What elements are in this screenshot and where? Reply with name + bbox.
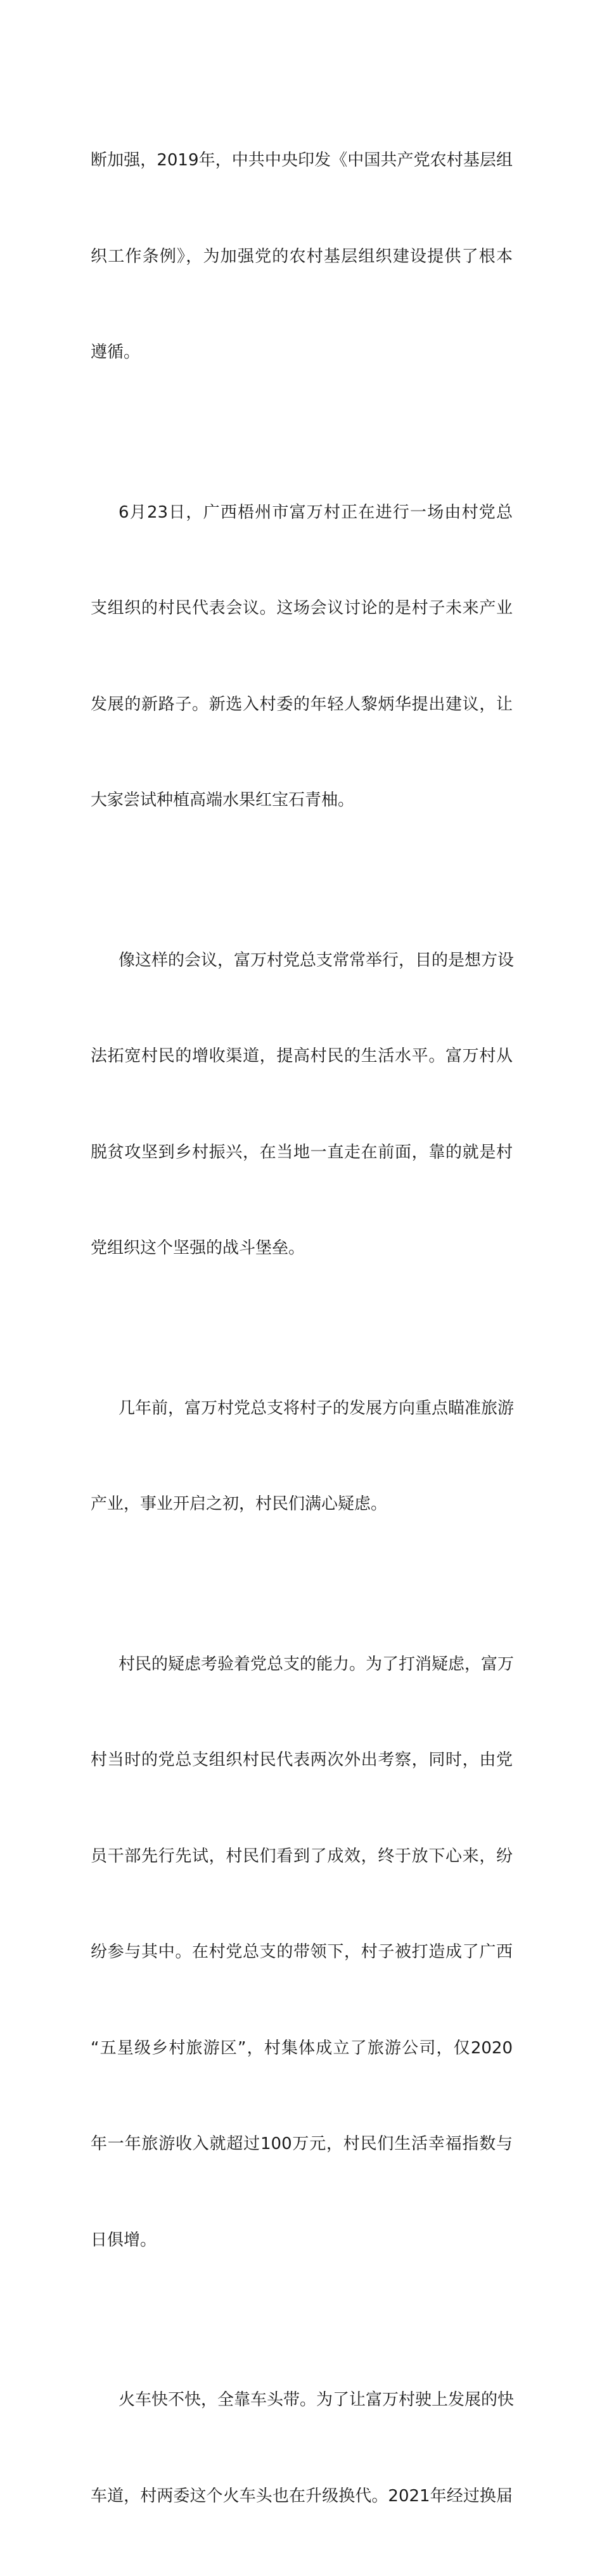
text-line: 村民的疑虑考验着党总支的能力。为了打消疑虑，富万 xyxy=(118,1654,515,1674)
text-line: 脱贫攻坚到乡村振兴，在当地一直走在前面，靠的就是村 xyxy=(91,1142,513,1162)
text-line: 党组织这个坚强的战斗堡垒。 xyxy=(91,1239,305,1258)
text-line: 火车快不快，全靠车头带。为了让富万村驶上发展的快 xyxy=(118,2390,515,2409)
text-line: 支组织的村民代表会议。这场会议讨论的是村子未来产业 xyxy=(91,599,513,618)
text-line: 日俱增。 xyxy=(91,2230,157,2250)
text-line: 村当时的党总支组织村民代表两次外出考察，同时，由党 xyxy=(91,1750,513,1769)
text-line: “五星级乡村旅游区”，村集体成立了旅游公司，仅2020 xyxy=(91,2038,513,2058)
text-line: 发展的新路子。新选入村委的年轻人黎炳华提出建议，让 xyxy=(91,694,513,714)
text-line: 断加强，2019年，中共中央印发《中国共产党农村基层组 xyxy=(91,151,513,170)
document-body xyxy=(91,80,513,2576)
text-line: 几年前，富万村党总支将村子的发展方向重点瞄准旅游 xyxy=(118,1398,515,1418)
paragraph-2 xyxy=(91,433,513,881)
paragraph-3 xyxy=(91,881,513,1329)
text-line: 员干部先行先试，村民们看到了成效，终于放下心来，纷 xyxy=(91,1846,513,1866)
text-line: 产业，事业开启之初，村民们满心疑虑。 xyxy=(91,1495,388,1514)
paragraph-1 xyxy=(91,80,513,433)
text-line: 像这样的会议，富万村党总支常常举行，目的是想方设 xyxy=(118,950,515,970)
text-line: 遵循。 xyxy=(91,343,141,362)
text-line: 车道，村两委这个火车头也在升级换代。2021年经过换届 xyxy=(91,2486,513,2506)
text-line: 大家尝试种植高端水果红宝石青柚。 xyxy=(91,791,355,810)
paragraph-4 xyxy=(91,1329,513,1584)
text-line: 6月23日，广西梧州市富万村正在进行一场由村党总 xyxy=(118,502,513,522)
text-line: 法拓宽村民的增收渠道，提高村民的生活水平。富万村从 xyxy=(91,1047,513,1066)
text-line: 年一年旅游收入就超过100万元，村民们生活幸福指数与 xyxy=(91,2134,513,2153)
paragraph-5 xyxy=(91,1584,513,2321)
text-line: 纷参与其中。在村党总支的带领下，村子被打造成了广西 xyxy=(91,1942,513,1961)
text-line: 织工作条例》，为加强党的农村基层组织建设提供了根本 xyxy=(91,246,513,266)
paragraph-6 xyxy=(91,2320,513,2576)
